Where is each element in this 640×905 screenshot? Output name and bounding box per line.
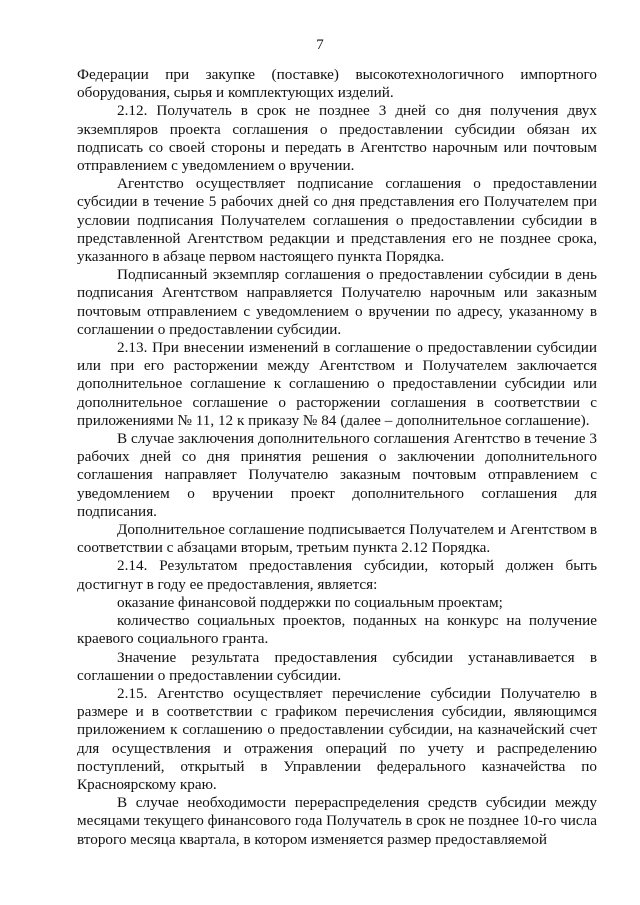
paragraph-2-14: 2.14. Результатом предоставления субсидии, который должен быть достигнут в году ее предоставления, является: [77,557,597,593]
paragraph-additional-agreement: В случае заключения дополнительного соглашения Агентство в течение 3 рабочих дней со дня принятия решения о заключении дополнительного соглашения направляет Получателю заказным почтовым отправлением с уведомлением о вручении проект дополнительного соглашения для подписания. [77,430,597,520]
paragraph-2-15: 2.15. Агентство осуществляет перечисление субсидии Получателю в размере и в соответствии с графиком перечисления субсидии, являющимся приложением к соглашению о предоставлении субсидии, на казначейский счет для осуществления и отражения операций по учету и распределению поступлений, открытый в Управлении федерального казначейства по Красноярскому краю. [77,684,597,793]
document-body [77,66,597,849]
paragraph-result-support: оказание финансовой поддержки по социальным проектам; [117,593,503,611]
paragraph-result-value: Значение результата предоставления субсидии устанавливается в соглашении о предоставлении субсидии. [77,648,597,684]
paragraph-agency-signing: Агентство осуществляет подписание соглашения о предоставлении субсидии в течение 5 рабочих дней со дня представления его Получателем при условии подписания Получателем соглашения о предоставлении субсидии в представленной Агентством редакции и представления его не позднее срока, указанного в абзаце первом настоящего пункта Порядка. [77,175,597,266]
paragraph-redistribution: В случае необходимости перераспределения средств субсидии между месяцами текущего финансового года Получатель в срок не позднее 10-го числа второго месяца квартала, в котором изменяется размер предоставляемой [77,794,597,848]
paragraph-additional-agreement-signing: Дополнительное соглашение подписывается Получателем и Агентством в соответствии с абзацами вторым, третьим пункта 2.12 Порядка. [77,521,597,557]
page-number: 7 [316,37,324,53]
paragraph-signed-copy: Подписанный экземпляр соглашения о предоставлении субсидии в день подписания Агентством направляется Получателю нарочным или заказным почтовым отправлением с уведомлением о вручении по адресу, указанному в соглашении о предоставлении субсидии. [77,266,597,338]
paragraph-result-projects: количество социальных проектов, поданных на конкурс на получение краевого социального гранта. [77,612,597,648]
paragraph-2-13: 2.13. При внесении изменений в соглашение о предоставлении субсидии или при его расторжении между Агентством и Получателем заключается дополнительное соглашение к соглашению о предоставлении субсидии или дополнительное соглашение о расторжении соглашения в соответствии с приложениями № 11, 12 к приказу № 84 (далее – дополнительное соглашение). [77,339,597,429]
paragraph-continuation: Федерации при закупке (поставке) высокотехнологичного импортного оборудования, сырья и комплектующих изделий. [77,66,597,102]
paragraph-2-12: 2.12. Получатель в срок не позднее 3 дней со дня получения двух экземпляров проекта соглашения о предоставлении субсидии обязан их подписать со своей стороны и передать в Агентство нарочным или почтовым отправлением с уведомлением о вручении. [77,102,597,175]
